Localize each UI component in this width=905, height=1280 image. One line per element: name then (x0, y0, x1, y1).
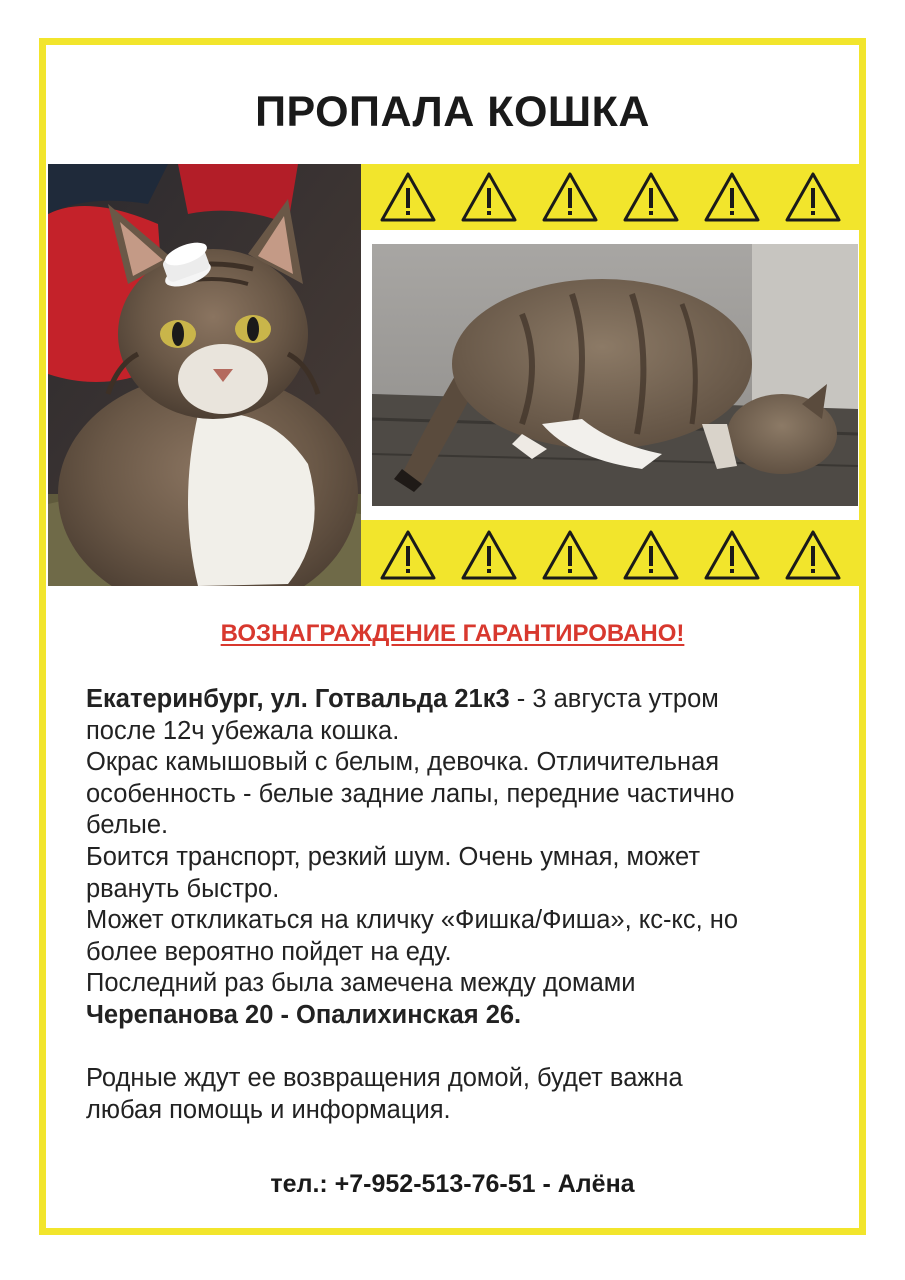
warning-triangle-icon (622, 171, 680, 223)
description-line-13: любая помощь и информация. (86, 1095, 451, 1124)
description-line-3: Окрас камышовый с белым, девочка. Отличительная (86, 748, 720, 777)
contact-phone[interactable]: тел.: +7-952-513-76-51 - Алёна (270, 1170, 635, 1198)
warning-triangle-icon (379, 529, 437, 581)
address-bold: Екатеринбург, ул. Готвальда 21к3 (86, 685, 510, 713)
description-line-4: особенность - белые задние лапы, передние частично (86, 779, 735, 808)
warning-triangle-icon (460, 529, 518, 581)
cat-side-photo (372, 244, 858, 506)
description-line-7: рвануть быстро. (86, 874, 280, 903)
poster-title: ПРОПАЛА КОШКА (255, 88, 650, 136)
warning-triangle-icon (541, 171, 599, 223)
description-line-12: Родные ждут ее возвращения домой, будет важна (86, 1064, 683, 1093)
warning-triangle-icon (460, 171, 518, 223)
warning-triangle-icon (622, 529, 680, 581)
description-line-1: Екатеринбург, ул. Готвальда 21к3 - 3 августа утром (86, 685, 719, 713)
description-line-9: более вероятно пойдет на еду. (86, 937, 452, 966)
warning-triangle-icon (703, 171, 761, 223)
warning-triangle-icon (784, 171, 842, 223)
description-line-6: Боится транспорт, резкий шум. Очень умная, может (86, 842, 701, 871)
description-line-2: после 12ч убежала кошка. (86, 716, 400, 745)
paragraph-gap (86, 1032, 846, 1064)
warning-triangle-icon (703, 529, 761, 581)
warning-triangle-icon (379, 171, 437, 223)
cat-portrait-photo (48, 164, 361, 586)
cat-side-illustration (372, 244, 858, 506)
description-line-10: Последний раз была замечена между домами (86, 969, 636, 998)
warning-row-bottom (361, 524, 859, 586)
warning-triangle-icon (784, 529, 842, 581)
description-line-5: белые. (86, 811, 169, 840)
warning-triangle-icon (541, 529, 599, 581)
warning-row-top (361, 166, 859, 228)
description-line-8: Может откликаться на кличку «Фишка/Фиша», кс-кс, но (86, 906, 739, 935)
description-line-11 (86, 1000, 846, 1032)
reward-heading: ВОЗНАГРАЖДЕНИЕ ГАРАНТИРОВАНО! (220, 620, 685, 647)
description-text (86, 684, 846, 1126)
last-seen-location: Черепанова 20 - Опалихинская 26. (86, 1000, 522, 1029)
cat-portrait-illustration (48, 164, 361, 586)
